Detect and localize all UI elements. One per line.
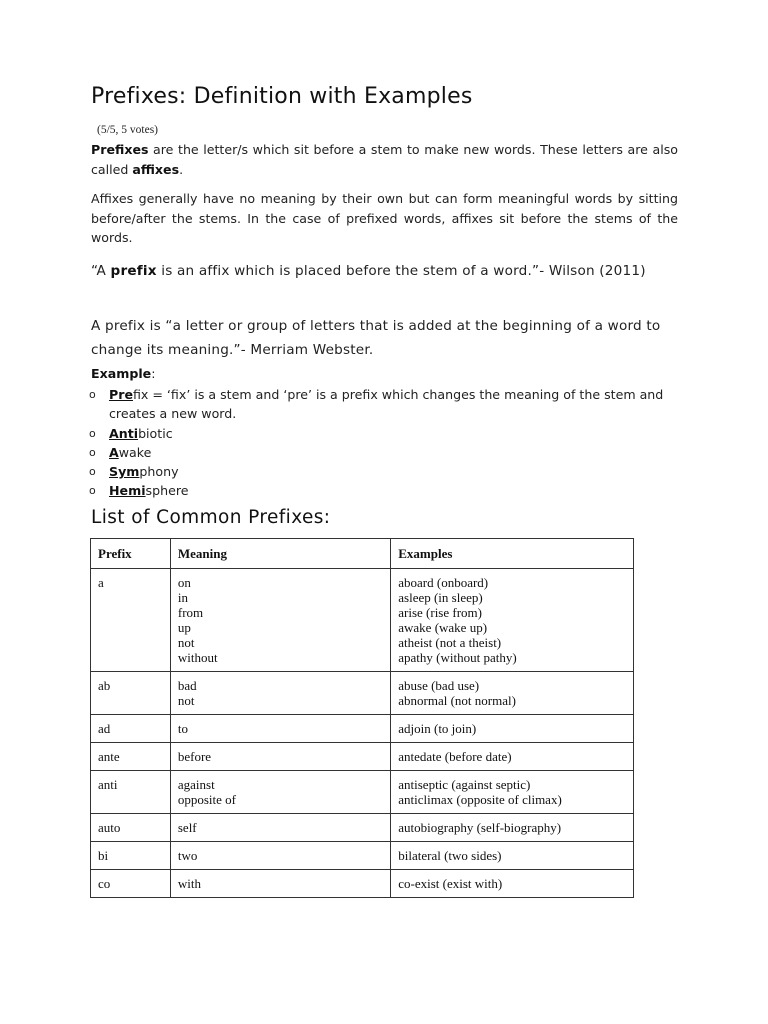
meaning-line: opposite of [177, 792, 236, 807]
intro-paragraph [91, 140, 678, 179]
bullet-icon: o [89, 388, 96, 401]
example-line: anticlimax (opposite of climax) [398, 792, 562, 807]
examples-cell [391, 814, 634, 842]
table-body [91, 569, 634, 898]
example-line: apathy (without pathy) [398, 650, 517, 665]
example-rest: biotic [138, 425, 173, 441]
examples-cell [391, 569, 634, 672]
table-row [91, 814, 634, 842]
table-row [91, 771, 634, 814]
bullet-icon: o [89, 445, 96, 459]
examples-cell [391, 870, 634, 898]
bullet-icon: o [89, 426, 96, 440]
example-line: co-exist (exist with) [398, 876, 503, 891]
header-prefix: Prefix [91, 539, 171, 569]
prefix-cell: auto [91, 814, 171, 842]
meaning-line: without [177, 650, 218, 665]
prefix-cell: ad [91, 715, 171, 743]
meaning-cell [170, 569, 390, 672]
example-line: abuse (bad use) [398, 678, 480, 693]
merriam-webster-quote: A prefix is “a letter or group of letters that is added at the beginning of a word to change its meaning.”- Merriam Webster. [91, 318, 661, 358]
prefix-cell: co [91, 870, 171, 898]
example-line: asleep (in sleep) [398, 590, 483, 605]
meaning-line: to [177, 721, 188, 736]
example-line: adjoin (to join) [398, 721, 477, 736]
meaning-line: before [177, 749, 212, 764]
prefix-cell: bi [91, 842, 171, 870]
meaning-cell [170, 672, 390, 715]
header-meaning: Meaning [170, 539, 390, 569]
example-line: antedate (before date) [398, 749, 512, 764]
quote1-rest: is an affix which is placed before the stem of a word.”- Wilson (2011) [156, 263, 646, 279]
example-prefix: Sym [109, 464, 140, 480]
example-rest: wake [118, 444, 152, 460]
examples-cell [391, 672, 634, 715]
meaning-line: from [177, 605, 204, 620]
prefix-table [90, 538, 634, 898]
example-heading [91, 366, 155, 381]
meaning-line: in [177, 590, 188, 605]
meaning-cell [170, 842, 390, 870]
example-prefix: Hemi [109, 483, 146, 499]
meaning-line: not [177, 693, 195, 708]
table-row [91, 743, 634, 771]
example-prefix: Pre [109, 387, 133, 402]
example-prefix: Anti [109, 425, 139, 441]
meaning-line: two [177, 848, 198, 863]
meaning-line: self [177, 820, 197, 835]
rating-votes: (5/5, 5 votes) [97, 124, 159, 136]
table-row [91, 715, 634, 743]
meaning-line: on [177, 575, 191, 590]
meaning-line: with [177, 876, 201, 891]
meaning-cell [170, 771, 390, 814]
prefix-cell: ab [91, 672, 171, 715]
meaning-cell [170, 814, 390, 842]
quote1-open: “A [91, 263, 111, 279]
table-row [91, 870, 634, 898]
list-item [89, 462, 669, 481]
intro-text-b: . [179, 161, 184, 177]
prefix-cell: a [91, 569, 171, 672]
meaning-line: not [177, 635, 195, 650]
intro-text-a: are the letter/s which sit before a stem to make new words. These letters are also called [91, 142, 678, 177]
example-colon: : [151, 366, 156, 381]
example-line: aboard (onboard) [398, 575, 489, 590]
meaning-line: up [177, 620, 191, 635]
intro-term: Prefixes [91, 142, 149, 157]
meaning-cell [170, 715, 390, 743]
page-title: Prefixes: Definition with Examples [91, 84, 473, 109]
meaning-line: against [177, 777, 215, 792]
example-rest: phony [139, 464, 179, 480]
meaning-line: bad [177, 678, 197, 693]
prefix-cell: ante [91, 743, 171, 771]
example-line: atheist (not a theist) [398, 635, 502, 650]
prefix-cell: anti [91, 771, 171, 814]
example-rest: fix = ‘fix’ is a stem and ‘pre’ is a prefix which changes the meaning of the stem and creates a new word. [109, 387, 664, 422]
quote1-term: prefix [110, 263, 157, 279]
example-line: awake (wake up) [398, 620, 488, 635]
meaning-cell [170, 743, 390, 771]
examples-cell [391, 715, 634, 743]
example-list [89, 385, 669, 501]
example-line: abnormal (not normal) [398, 693, 516, 708]
section-heading: List of Common Prefixes: [91, 507, 331, 528]
meaning-cell [170, 870, 390, 898]
wilson-quote [91, 259, 681, 283]
list-item [89, 385, 669, 424]
example-prefix: A [109, 444, 119, 460]
example-label: Example [91, 366, 152, 381]
example-line: bilateral (two sides) [398, 848, 502, 863]
table-row [91, 842, 634, 870]
examples-cell [391, 743, 634, 771]
example-line: arise (rise from) [398, 605, 482, 620]
bullet-icon: o [89, 484, 96, 498]
examples-cell [391, 842, 634, 870]
intro-term2: affixes [132, 161, 180, 177]
table-row [91, 672, 634, 715]
list-item [89, 443, 669, 462]
examples-cell [391, 771, 634, 814]
table-header-row [91, 539, 634, 569]
header-examples: Examples [391, 539, 634, 569]
example-line: antiseptic (against septic) [398, 777, 531, 792]
example-line: autobiography (self-biography) [398, 820, 562, 835]
list-item [89, 481, 669, 500]
bullet-icon: o [89, 465, 96, 479]
example-rest: sphere [145, 483, 189, 499]
table-row [91, 569, 634, 672]
list-item [89, 424, 669, 443]
affixes-paragraph: Affixes generally have no meaning by their own but can form meaningful words by sitting before/after the stems. In the case of prefixed words, affixes sit before the stems of the words. [91, 191, 678, 245]
